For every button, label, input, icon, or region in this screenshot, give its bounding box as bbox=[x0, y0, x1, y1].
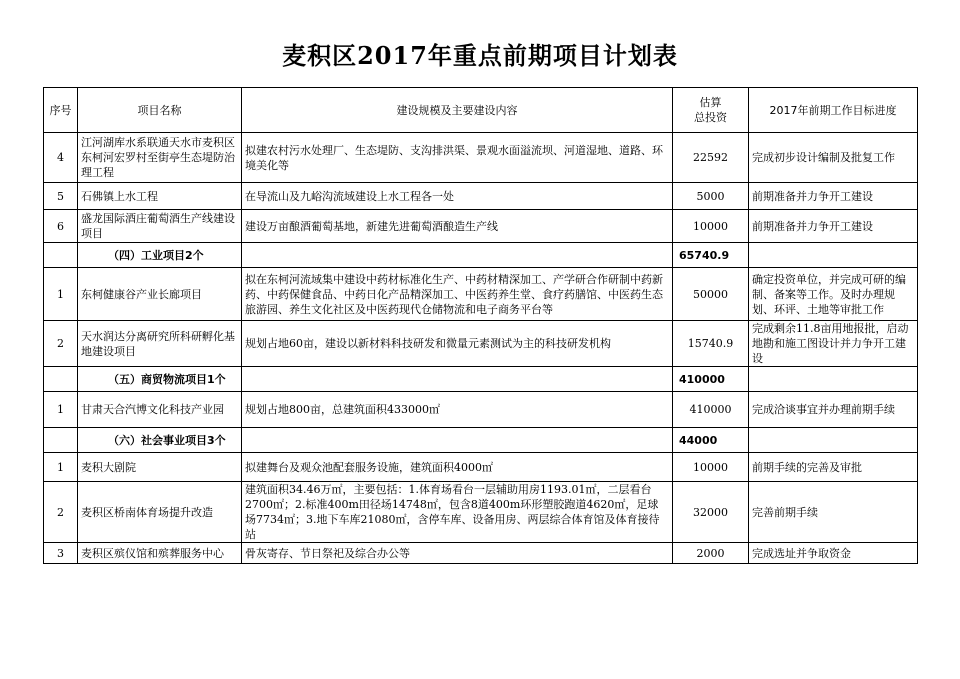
row-content: 拟建舞台及观众池配套服务设施，建筑面积4000㎡ bbox=[242, 453, 673, 482]
table-row bbox=[44, 543, 918, 564]
row-progress: 确定投资单位，并完成可研的编制、备案等工作。及时办理规划、环评、土地等审批工作 bbox=[749, 268, 918, 321]
row-progress: 完成选址并争取资金 bbox=[749, 543, 918, 564]
category-row bbox=[44, 367, 918, 392]
category-row bbox=[44, 243, 918, 268]
table-row bbox=[44, 321, 918, 367]
header-content: 建设规模及主要建设内容 bbox=[242, 88, 673, 133]
table-row bbox=[44, 392, 918, 428]
row-content: 建筑面积34.46万㎡，主要包括：1.体育场看台一层辅助用房1193.01㎡，二层看台2700㎡；2.标准400m田径场14748㎡，包含8道400m环形塑胶跑道4620㎡，足球场7734㎡；3.地下车库21080㎡，含停车库、设备用房、两层综合体育馆及体育接待站 bbox=[242, 482, 673, 543]
row-seq: 1 bbox=[44, 268, 78, 321]
row-invest: 10000 bbox=[673, 453, 749, 482]
row-seq: 2 bbox=[44, 482, 78, 543]
row-seq: 2 bbox=[44, 321, 78, 367]
row-invest: 22592 bbox=[673, 133, 749, 183]
table-header-row bbox=[44, 88, 918, 133]
header-name: 项目名称 bbox=[78, 88, 242, 133]
row-seq: 5 bbox=[44, 183, 78, 210]
row-name: 江河湖库水系联通天水市麦积区东柯河宏罗村至街亭生态堤防治理工程 bbox=[78, 133, 242, 183]
row-progress bbox=[749, 428, 918, 453]
row-name: 麦积大剧院 bbox=[78, 453, 242, 482]
row-progress: 完成初步设计编制及批复工作 bbox=[749, 133, 918, 183]
row-progress: 前期手续的完善及审批 bbox=[749, 453, 918, 482]
row-invest: 50000 bbox=[673, 268, 749, 321]
row-content bbox=[242, 367, 673, 392]
row-content: 拟建农村污水处理厂、生态堤防、支沟排洪渠、景观水面溢流坝、河道湿地、道路、环境美化等 bbox=[242, 133, 673, 183]
row-content: 规划占地60亩，建设以新材料科技研发和微量元素测试为主的科技研发机构 bbox=[242, 321, 673, 367]
row-seq bbox=[44, 367, 78, 392]
row-seq: 1 bbox=[44, 453, 78, 482]
table-row bbox=[44, 453, 918, 482]
row-seq bbox=[44, 428, 78, 453]
row-content bbox=[242, 243, 673, 268]
header-progress: 2017年前期工作目标进度 bbox=[749, 88, 918, 133]
project-plan-table bbox=[43, 87, 918, 564]
row-content: 建设万亩酿酒葡萄基地，新建先进葡萄酒酿造生产线 bbox=[242, 210, 673, 243]
header-invest: 估算 总投资 bbox=[673, 88, 749, 133]
row-name: 东柯健康谷产业长廊项目 bbox=[78, 268, 242, 321]
row-name: 甘肃天合汽博文化科技产业园 bbox=[78, 392, 242, 428]
row-content bbox=[242, 428, 673, 453]
table-row bbox=[44, 183, 918, 210]
row-name: 麦积区殡仪馆和殡葬服务中心 bbox=[78, 543, 242, 564]
row-seq: 3 bbox=[44, 543, 78, 564]
row-name: 盛龙国际酒庄葡萄酒生产线建设项目 bbox=[78, 210, 242, 243]
category-name: （四）工业项目2个 bbox=[78, 243, 242, 268]
row-progress bbox=[749, 243, 918, 268]
table-row bbox=[44, 482, 918, 543]
row-seq: 1 bbox=[44, 392, 78, 428]
category-row bbox=[44, 428, 918, 453]
page-title: 麦积区2017年重点前期项目计划表 bbox=[282, 41, 678, 70]
category-name: （六）社会事业项目3个 bbox=[78, 428, 242, 453]
table-row bbox=[44, 210, 918, 243]
row-progress: 前期准备并力争开工建设 bbox=[749, 183, 918, 210]
row-progress: 完成剩余11.8亩用地报批，启动地勘和施工图设计并力争开工建设 bbox=[749, 321, 918, 367]
category-name: （五）商贸物流项目1个 bbox=[78, 367, 242, 392]
category-invest: 410000 bbox=[673, 367, 749, 392]
row-seq: 4 bbox=[44, 133, 78, 183]
row-invest: 2000 bbox=[673, 543, 749, 564]
table-row bbox=[44, 268, 918, 321]
category-invest: 65740.9 bbox=[673, 243, 749, 268]
row-invest: 10000 bbox=[673, 210, 749, 243]
row-content: 在导流山及九峪沟流域建设上水工程各一处 bbox=[242, 183, 673, 210]
row-progress: 完善前期手续 bbox=[749, 482, 918, 543]
row-seq: 6 bbox=[44, 210, 78, 243]
row-invest: 15740.9 bbox=[673, 321, 749, 367]
row-invest: 410000 bbox=[673, 392, 749, 428]
row-content: 规划占地800亩，总建筑面积433000㎡ bbox=[242, 392, 673, 428]
header-seq: 序号 bbox=[44, 88, 78, 133]
row-invest: 5000 bbox=[673, 183, 749, 210]
row-invest: 32000 bbox=[673, 482, 749, 543]
row-name: 天水润达分离研究所科研孵化基地建设项目 bbox=[78, 321, 242, 367]
row-progress: 完成洽谈事宜并办理前期手续 bbox=[749, 392, 918, 428]
row-name: 石佛镇上水工程 bbox=[78, 183, 242, 210]
row-progress: 前期准备并力争开工建设 bbox=[749, 210, 918, 243]
row-seq bbox=[44, 243, 78, 268]
row-progress bbox=[749, 367, 918, 392]
category-invest: 44000 bbox=[673, 428, 749, 453]
table-row bbox=[44, 133, 918, 183]
row-content: 拟在东柯河流域集中建设中药材标准化生产、中药材精深加工、产学研合作研制中药新药、中药保健食品、中药日化产品精深加工、中医药养生堂、食疗药膳馆、中医药生态旅游园、养生文化社区及中医药现代仓储物流和电子商务平台等 bbox=[242, 268, 673, 321]
row-name: 麦积区桥南体育场提升改造 bbox=[78, 482, 242, 543]
row-content: 骨灰寄存、节日祭祀及综合办公等 bbox=[242, 543, 673, 564]
